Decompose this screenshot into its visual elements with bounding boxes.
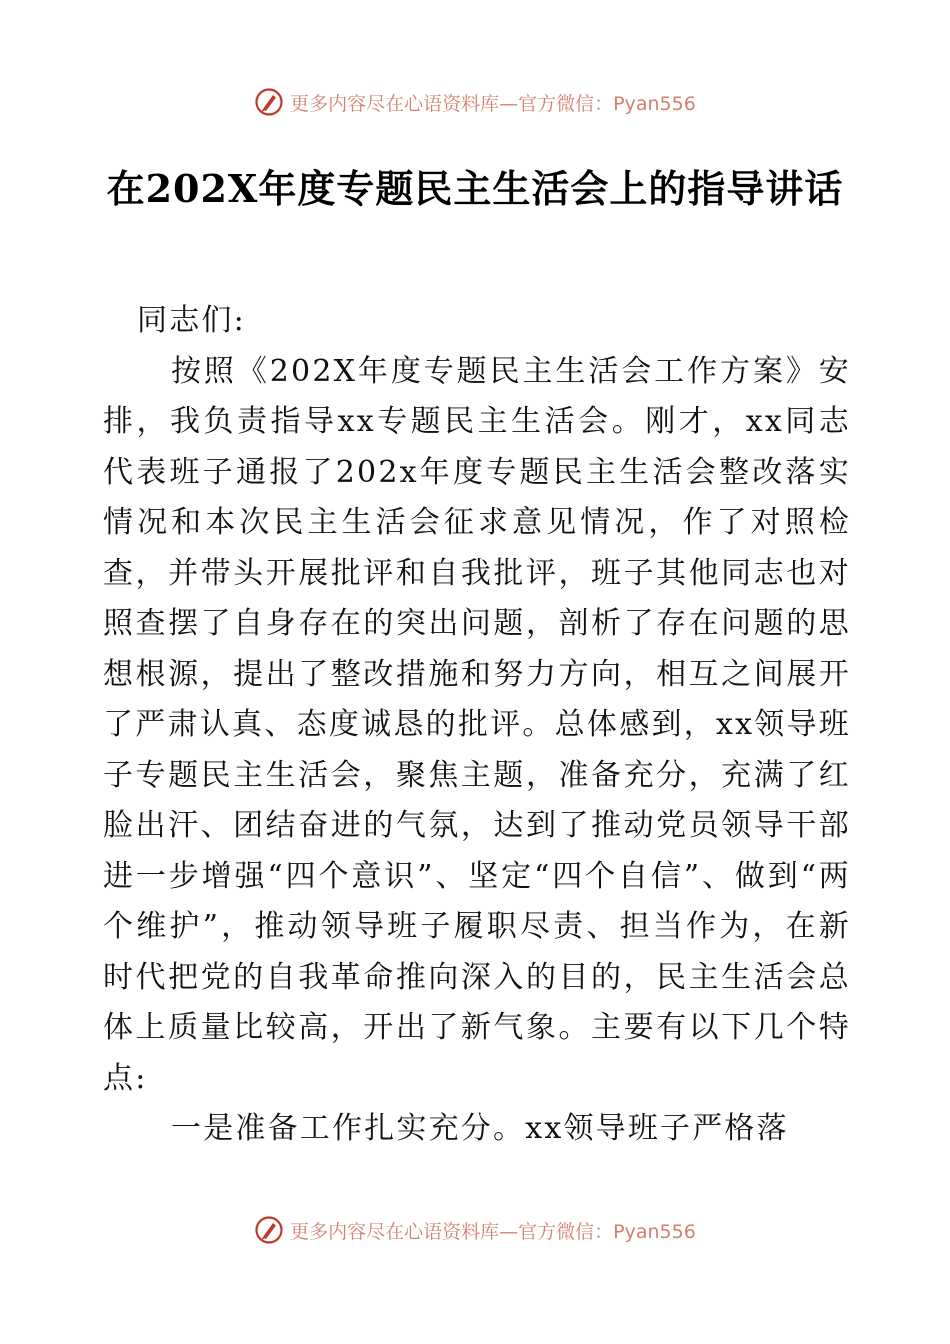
pen-nib-logo-icon xyxy=(254,87,284,117)
watermark-footer xyxy=(0,1210,950,1250)
paragraph-1: 按照《202X年度专题民主生活会工作方案》安排，我负责指导xx专题民主生活会。刚才，xx同志代表班子通报了202x年度专题民主生活会整改落实情况和本次民主生活会征求意见情况，作了对照检查，并带头开展批评和自我批评，班子其他同志也对照查摆了自身存在的突出问题，剖析了存在问题的思想根源，提出了整改措施和努力方向，相互之间展开了严肃认真、态度诚恳的批评。总体感到，xx领导班子专题民主生活会，聚焦主题，准备充分，充满了红脸出汗、团结奋进的气氛，达到了推动党员领导干部进一步增强“四个意识”、坚定“四个自信”、做到“两个维护”，推动领导班子履职尽责、担当作为，在新时代把党的自我革命推向深入的目的，民主生活会总体上质量比较高，开出了新气象。主要有以下几个特点: xyxy=(103,353,851,1096)
watermark-text: 更多内容尽在心语资料库—官方微信：Pyan556 xyxy=(290,92,696,115)
document-body xyxy=(103,296,851,1155)
pen-nib-logo-icon xyxy=(254,1215,284,1245)
salutation: 同志们: xyxy=(137,303,246,338)
watermark-text: 更多内容尽在心语资料库—官方微信：Pyan556 xyxy=(290,1220,696,1243)
document-title: 在202X年度专题民主生活会上的指导讲话 xyxy=(106,166,844,212)
watermark-header xyxy=(0,82,950,122)
paragraph-2: 一是准备工作扎实充分。xx领导班子严格落 xyxy=(171,1111,789,1146)
